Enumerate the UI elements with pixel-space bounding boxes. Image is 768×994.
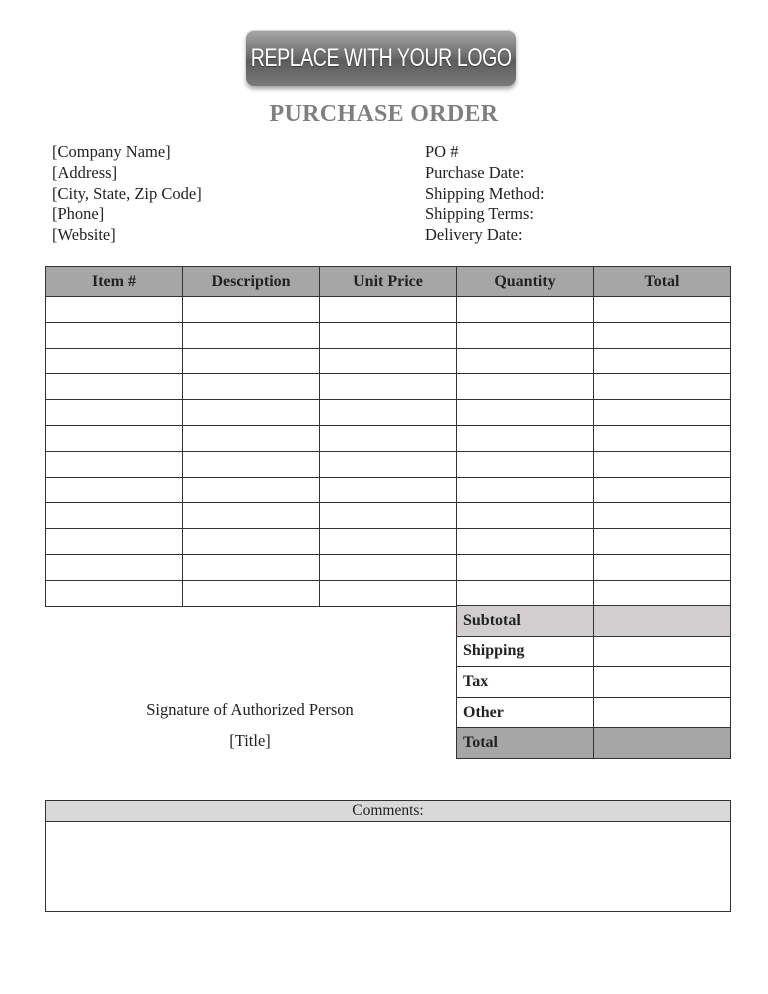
cell-total[interactable] <box>594 451 731 477</box>
shipping-method-label: Shipping Method: <box>425 183 545 203</box>
table-row <box>46 477 731 503</box>
comments-field[interactable] <box>46 822 730 911</box>
cell-total[interactable] <box>594 400 731 426</box>
totals-table <box>456 605 731 759</box>
cell-item-number[interactable] <box>46 580 183 606</box>
cell-quantity[interactable] <box>457 374 594 400</box>
total-label: Total <box>457 728 594 759</box>
cell-unit-price[interactable] <box>320 322 457 348</box>
subtotal-label: Subtotal <box>457 606 594 637</box>
company-website: [Website] <box>52 225 116 245</box>
cell-total[interactable] <box>594 503 731 529</box>
cell-unit-price[interactable] <box>320 374 457 400</box>
company-address: [Address] <box>52 162 118 182</box>
cell-description[interactable] <box>183 425 320 451</box>
company-city-state-zip: [City, State, Zip Code] <box>52 183 202 203</box>
col-header-quantity: Quantity <box>457 267 594 297</box>
cell-total[interactable] <box>594 580 731 606</box>
other-value-cell[interactable] <box>594 697 731 728</box>
col-header-unit-price: Unit Price <box>320 267 457 297</box>
cell-total[interactable] <box>594 554 731 580</box>
cell-item-number[interactable] <box>46 451 183 477</box>
company-info <box>52 142 202 246</box>
cell-unit-price[interactable] <box>320 297 457 323</box>
cell-total[interactable] <box>594 374 731 400</box>
total-value-cell[interactable] <box>594 728 731 759</box>
table-row <box>46 580 731 606</box>
tax-value-cell[interactable] <box>594 667 731 698</box>
cell-item-number[interactable] <box>46 477 183 503</box>
logo-placeholder <box>246 30 516 86</box>
cell-description[interactable] <box>183 477 320 503</box>
cell-total[interactable] <box>594 425 731 451</box>
signature-label: Signature of Authorized Person <box>146 700 354 719</box>
cell-unit-price[interactable] <box>320 554 457 580</box>
cell-description[interactable] <box>183 374 320 400</box>
cell-quantity[interactable] <box>457 322 594 348</box>
cell-unit-price[interactable] <box>320 503 457 529</box>
table-row <box>46 529 731 555</box>
items-table <box>45 266 731 607</box>
cell-description[interactable] <box>183 554 320 580</box>
cell-unit-price[interactable] <box>320 348 457 374</box>
comments-box <box>45 800 731 912</box>
signature-title: [Title] <box>229 731 271 750</box>
cell-total[interactable] <box>594 348 731 374</box>
cell-quantity[interactable] <box>457 580 594 606</box>
subtotal-row <box>457 606 731 637</box>
cell-total[interactable] <box>594 477 731 503</box>
cell-quantity[interactable] <box>457 554 594 580</box>
cell-description[interactable] <box>183 451 320 477</box>
cell-quantity[interactable] <box>457 348 594 374</box>
cell-unit-price[interactable] <box>320 477 457 503</box>
cell-unit-price[interactable] <box>320 529 457 555</box>
cell-item-number[interactable] <box>46 374 183 400</box>
cell-unit-price[interactable] <box>320 580 457 606</box>
tax-row <box>457 667 731 698</box>
cell-description[interactable] <box>183 348 320 374</box>
table-row <box>46 348 731 374</box>
cell-quantity[interactable] <box>457 425 594 451</box>
other-row <box>457 697 731 728</box>
table-row <box>46 451 731 477</box>
cell-description[interactable] <box>183 503 320 529</box>
cell-unit-price[interactable] <box>320 400 457 426</box>
total-row <box>457 728 731 759</box>
table-row <box>46 400 731 426</box>
shipping-terms-label: Shipping Terms: <box>425 204 535 224</box>
cell-item-number[interactable] <box>46 425 183 451</box>
table-row <box>46 425 731 451</box>
cell-description[interactable] <box>183 400 320 426</box>
col-header-description: Description <box>183 267 320 297</box>
cell-quantity[interactable] <box>457 400 594 426</box>
table-row <box>46 503 731 529</box>
subtotal-value-cell[interactable] <box>594 606 731 637</box>
cell-total[interactable] <box>594 529 731 555</box>
cell-item-number[interactable] <box>46 503 183 529</box>
cell-item-number[interactable] <box>46 348 183 374</box>
cell-total[interactable] <box>594 322 731 348</box>
cell-unit-price[interactable] <box>320 425 457 451</box>
table-row <box>46 554 731 580</box>
cell-item-number[interactable] <box>46 529 183 555</box>
col-header-item-number: Item # <box>46 267 183 297</box>
cell-quantity[interactable] <box>457 451 594 477</box>
table-row <box>46 322 731 348</box>
cell-description[interactable] <box>183 580 320 606</box>
cell-item-number[interactable] <box>46 297 183 323</box>
shipping-value-cell[interactable] <box>594 636 731 667</box>
purchase-date-label: Purchase Date: <box>425 162 525 182</box>
items-body <box>46 297 731 607</box>
cell-description[interactable] <box>183 297 320 323</box>
cell-unit-price[interactable] <box>320 451 457 477</box>
company-name: [Company Name] <box>52 142 171 161</box>
table-row <box>46 374 731 400</box>
cell-description[interactable] <box>183 322 320 348</box>
cell-quantity[interactable] <box>457 477 594 503</box>
other-label: Other <box>457 697 594 728</box>
comments-header: Comments: <box>46 801 730 822</box>
shipping-label: Shipping <box>457 636 594 667</box>
page-title: PURCHASE ORDER <box>269 101 499 127</box>
cell-item-number[interactable] <box>46 554 183 580</box>
logo-text: REPLACE WITH YOUR LOGO <box>250 43 512 72</box>
cell-total[interactable] <box>594 297 731 323</box>
cell-quantity[interactable] <box>457 503 594 529</box>
table-row <box>46 297 731 323</box>
shipping-row <box>457 636 731 667</box>
cell-quantity[interactable] <box>457 297 594 323</box>
items-header-row <box>46 267 731 297</box>
tax-label: Tax <box>457 667 594 698</box>
cell-quantity[interactable] <box>457 529 594 555</box>
cell-item-number[interactable] <box>46 400 183 426</box>
delivery-date-label: Delivery Date: <box>425 225 523 245</box>
company-phone: [Phone] <box>52 204 105 224</box>
order-info <box>425 142 545 246</box>
po-number-label: PO # <box>425 142 459 161</box>
cell-description[interactable] <box>183 529 320 555</box>
cell-item-number[interactable] <box>46 322 183 348</box>
col-header-total: Total <box>594 267 731 297</box>
